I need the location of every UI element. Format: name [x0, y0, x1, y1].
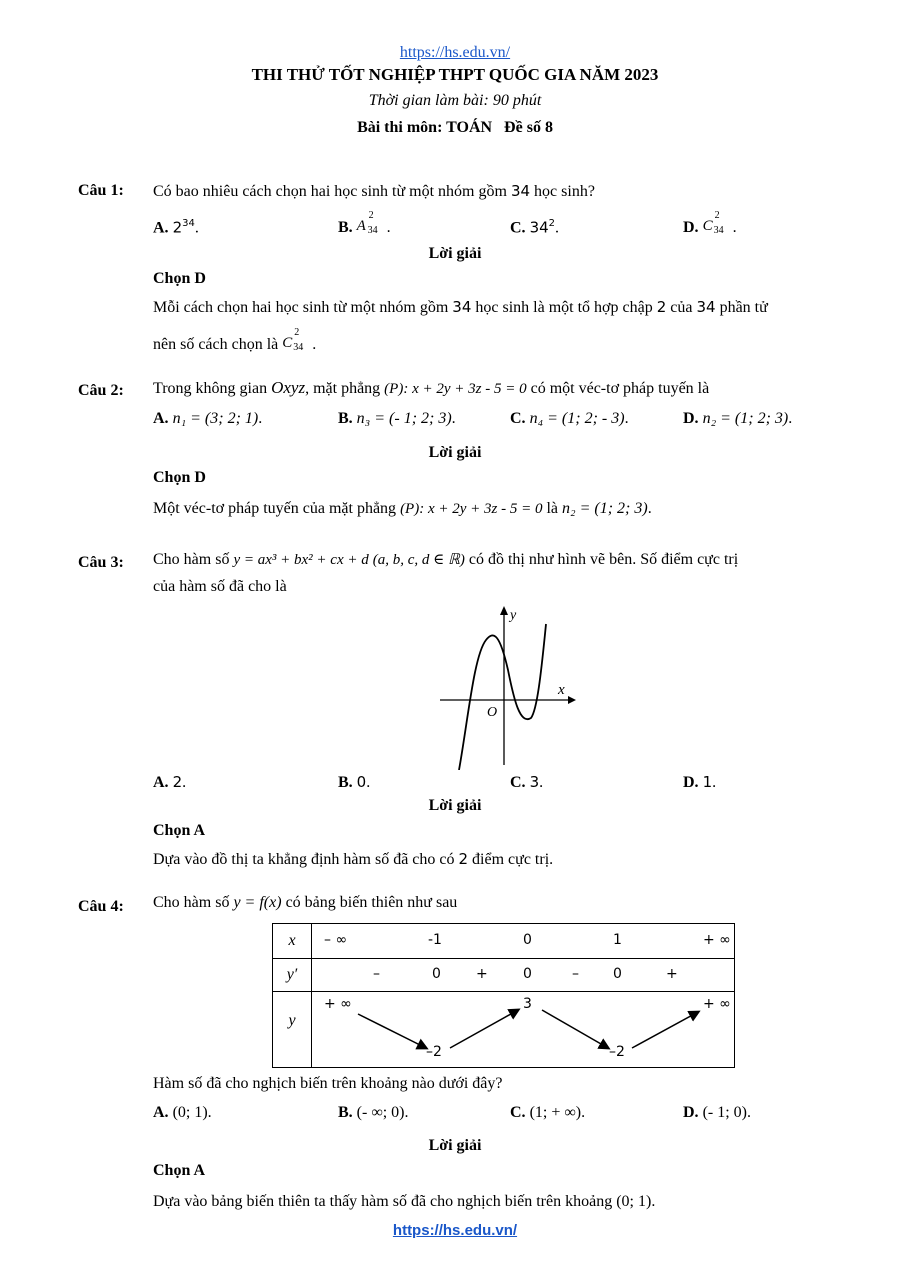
q4-choice: Chọn A [153, 1162, 206, 1179]
vt-y-top-2: + ∞ [703, 996, 731, 1012]
q3-option-d[interactable]: D. 1. [683, 773, 717, 791]
q2-solution-label: Lời giải [428, 444, 482, 461]
question-3-text: Cho hàm số y = ax³ + bx² + cx + d (a, b, c, d ∈ ℝ) có đồ thị như hình vẽ bên. Số điểm cực trị [153, 551, 739, 568]
vt-x-3: 1 [613, 932, 622, 948]
q4-option-a[interactable]: A. (0; 1). [153, 1104, 212, 1121]
vt-x-row [312, 924, 735, 959]
q2-explanation: Một véc-tơ pháp tuyến của mặt phẳng (P): x + 2y + 3z - 5 = 0 là n₂ = (1; 2; 3). [153, 500, 652, 517]
q1-choice: Chọn D [153, 270, 206, 287]
exam-time: Thời gian làm bài: 90 phút [368, 92, 542, 109]
x-axis-arrow [568, 696, 576, 704]
vt-x-1: -1 [428, 932, 442, 948]
vt-arrows [312, 992, 734, 1068]
q1-option-d[interactable]: D. C 2 34 . [683, 210, 737, 236]
q3-choice: Chọn A [153, 822, 206, 839]
vt-x-4: + ∞ [703, 932, 731, 948]
q4-option-d[interactable]: D. (- 1; 0). [683, 1104, 751, 1121]
q2-option-d[interactable]: D. n₂ = (1; 2; 3). [683, 410, 793, 427]
question-1-label: Câu 1: [78, 182, 124, 199]
q1-explanation-2: nên số cách chọn là C 2 34 . [153, 327, 317, 353]
q4-explanation: Dựa vào bảng biến thiên ta thấy hàm số đã cho nghịch biến trên khoảng (0; 1). [153, 1193, 656, 1210]
q3-option-c[interactable]: C. 3. [510, 773, 544, 791]
origin-label: O [487, 705, 498, 720]
q3-option-b[interactable]: B. 0. [338, 773, 371, 791]
vt-arrow-up-1 [450, 1010, 518, 1048]
vt-yp-label: y′ [273, 959, 312, 992]
y-label: y [510, 608, 517, 623]
exam-title: THI THỬ TỐT NGHIỆP THPT QUỐC GIA NĂM 2023 [251, 65, 659, 84]
q4-solution-label: Lời giải [428, 1137, 482, 1154]
q2-option-a[interactable]: A. n₁ = (3; 2; 1). [153, 410, 263, 427]
question-3-label: Câu 3: [78, 554, 124, 571]
question-2-text: Trong không gian Oxyz, mặt phẳng (P): x + 2y + 3z - 5 = 0 có một véc-tơ pháp tuyến là [153, 378, 710, 397]
q3-solution-label: Lời giải [428, 797, 482, 814]
vt-x-2: 0 [523, 932, 532, 948]
question-1-text: Có bao nhiêu cách chọn hai học sinh từ một nhóm gồm 34 học sinh? [153, 182, 595, 200]
q1-option-a[interactable]: A. $2^{34}$. [153, 218, 199, 237]
vt-x-label: x [273, 924, 312, 959]
question-4-text: Cho hàm số y = f(x) có bảng biến thiên như sau [153, 894, 458, 911]
vt-arrow-up-2 [632, 1012, 698, 1048]
q2-option-b[interactable]: B. n₃ = (- 1; 2; 3). [338, 410, 456, 427]
vt-yp-6: + [666, 966, 678, 982]
cubic-graph [430, 600, 590, 770]
q4-option-c[interactable]: C. (1; + ∞). [510, 1104, 586, 1121]
vt-arrow-down-1 [358, 1014, 426, 1048]
vt-x-0: – ∞ [324, 932, 348, 948]
question-2-label: Câu 2: [78, 382, 124, 399]
q4-option-b[interactable]: B. (- ∞; 0). [338, 1104, 409, 1121]
header-url[interactable]: https://hs.edu.vn/ [399, 44, 511, 61]
vt-y-top-0: + ∞ [324, 996, 352, 1012]
y-axis-arrow [500, 606, 508, 615]
vt-yp-0: – [373, 966, 380, 982]
q2-choice: Chọn D [153, 469, 206, 486]
variation-table [272, 923, 735, 1068]
vt-y-bottom-0: –2 [426, 1044, 442, 1060]
q2-option-c[interactable]: C. n₄ = (1; 2; - 3). [510, 410, 629, 427]
q1-option-c[interactable]: C. $34^2$. [510, 218, 560, 237]
exam-subject: Bài thi môn: TOÁN Đề số 8 [357, 119, 553, 136]
question-4-label: Câu 4: [78, 898, 124, 915]
vt-yp-3: 0 [523, 966, 532, 982]
vt-yp-1: 0 [432, 966, 441, 982]
vt-y-row [312, 992, 735, 1068]
question-3-text-2: của hàm số đã cho là [153, 578, 287, 595]
footer-url[interactable]: https://hs.edu.vn/ [392, 1222, 518, 1239]
vt-arrow-down-2 [542, 1010, 608, 1048]
q1-explanation-1: Mỗi cách chọn hai học sinh từ một nhóm gồm 34 học sinh là một tổ hợp chập 2 của 34 phần tử [153, 298, 768, 316]
vt-yp-4: – [572, 966, 579, 982]
q4-question: Hàm số đã cho nghịch biến trên khoảng nào dưới đây? [153, 1075, 503, 1092]
q3-option-a[interactable]: A. 2. [153, 773, 187, 791]
vt-y-top-1: 3 [523, 996, 532, 1012]
cubic-curve [459, 624, 546, 770]
vt-y-label: y [273, 992, 312, 1068]
vt-yp-5: 0 [613, 966, 622, 982]
vt-yp-2: + [476, 966, 488, 982]
q1-option-b[interactable]: B. A 2 34 . [338, 210, 391, 236]
q1-solution-label: Lời giải [428, 245, 482, 262]
x-label: x [558, 682, 565, 698]
vt-y-bottom-1: –2 [609, 1044, 625, 1060]
vt-yp-row [312, 959, 735, 992]
q3-explanation: Dựa vào đồ thị ta khẳng định hàm số đã cho có 2 điểm cực trị. [153, 850, 554, 868]
